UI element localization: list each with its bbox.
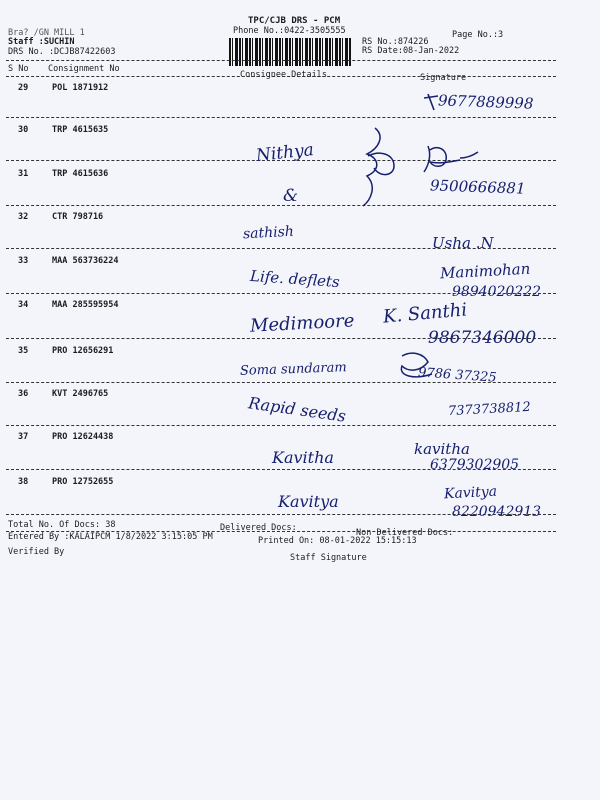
consignee-name: Kavitha [272,448,334,467]
phone-number: Phone No.:0422-3505555 [233,26,346,36]
non-delivered-docs: Non Delivered Docs: [356,528,454,538]
signature-phone: 7373738812 [447,399,532,420]
row-divider [6,205,556,206]
row-sno: 32 [18,212,29,222]
row-sno: 37 [18,432,29,442]
col-consignee: Consignee Details [240,70,327,80]
consignee-name: Nithya [255,140,315,166]
row-sno: 33 [18,256,29,266]
row-divider [6,117,556,118]
consignee-name: Medimoore [249,310,355,337]
signature-phone: 9894020222 [452,284,542,300]
consignee-name: Kavitya [278,492,339,511]
signature-name: Kavitya [443,483,498,503]
consignee-name: Soma sundaram [239,360,347,379]
row-sno: 30 [18,125,29,135]
verified-by: Verified By [8,547,65,557]
row-consignment: TRP 4615635 [52,125,109,135]
row-consignment: POL 1871912 [52,83,109,93]
signature-name: K. Santhi [382,299,468,328]
signature-phone: 9500666881 [429,176,526,198]
row-sno: 31 [18,169,29,179]
signature-phone: 9677889998 [437,91,534,113]
row-consignment: PRO 12624438 [52,432,114,442]
row-sno: 38 [18,477,29,487]
page-number: Page No.:3 [452,30,504,40]
rs-date: RS Date:08-Jan-2022 [362,46,460,56]
row-sno: 34 [18,300,29,310]
row-consignment: MAA 563736224 [52,256,119,266]
row-consignment: PRO 12752655 [52,477,114,487]
consignee-name: Rapid seeds [247,393,348,426]
document-title: TPC/CJB DRS - PCM [248,16,341,26]
consignee-name: Life. deflets [249,266,341,292]
row-consignment: PRO 12656291 [52,346,114,356]
entered-by: Entered By :KALAIPCM 1/8/2022 3:15:05 PM [8,532,213,542]
signature-name: kavitha [414,440,470,458]
signature-name: Usha .N [432,234,494,252]
delivered-docs: Delivered Docs: [220,523,297,533]
col-consignment: Consignment No [48,64,120,74]
col-signature: Signature [420,73,467,83]
divider [6,76,556,77]
row-sno: 35 [18,346,29,356]
row-consignment: CTR 798716 [52,212,104,222]
signature-phone: 9786 37325 [417,365,498,386]
printed-on: Printed On: 08-01-2022 15:15:13 [258,536,417,546]
row-sno: 36 [18,389,29,399]
signature-phone: 6379302905 [430,457,520,473]
divider [6,60,556,61]
signature-phone: 9867346000 [428,328,537,348]
signature-phone: 8220942913 [452,504,542,520]
consignee-name: sathish [242,223,295,243]
col-sno: S No [8,64,29,74]
row-consignment: TRP 4615636 [52,169,109,179]
row-consignment: KVT 2496765 [52,389,109,399]
barcode [229,38,351,66]
rs-number: RS No.:874226 [362,37,429,47]
row-divider [6,425,556,426]
drs-number: DRS No. :DCJB87422603 [8,47,116,57]
staff-signature: Staff Signature [290,553,367,563]
row-sno: 29 [18,83,29,93]
signature-name: Manimohan [439,259,531,283]
branch-partial: Bra? /GN MILL 1 [8,28,85,38]
staff-name: Staff :SUCHIN [8,37,75,47]
consignee-mark: & [283,186,299,206]
row-consignment: MAA 285595954 [52,300,119,310]
total-docs: Total No. Of Docs: 38 [8,520,116,530]
